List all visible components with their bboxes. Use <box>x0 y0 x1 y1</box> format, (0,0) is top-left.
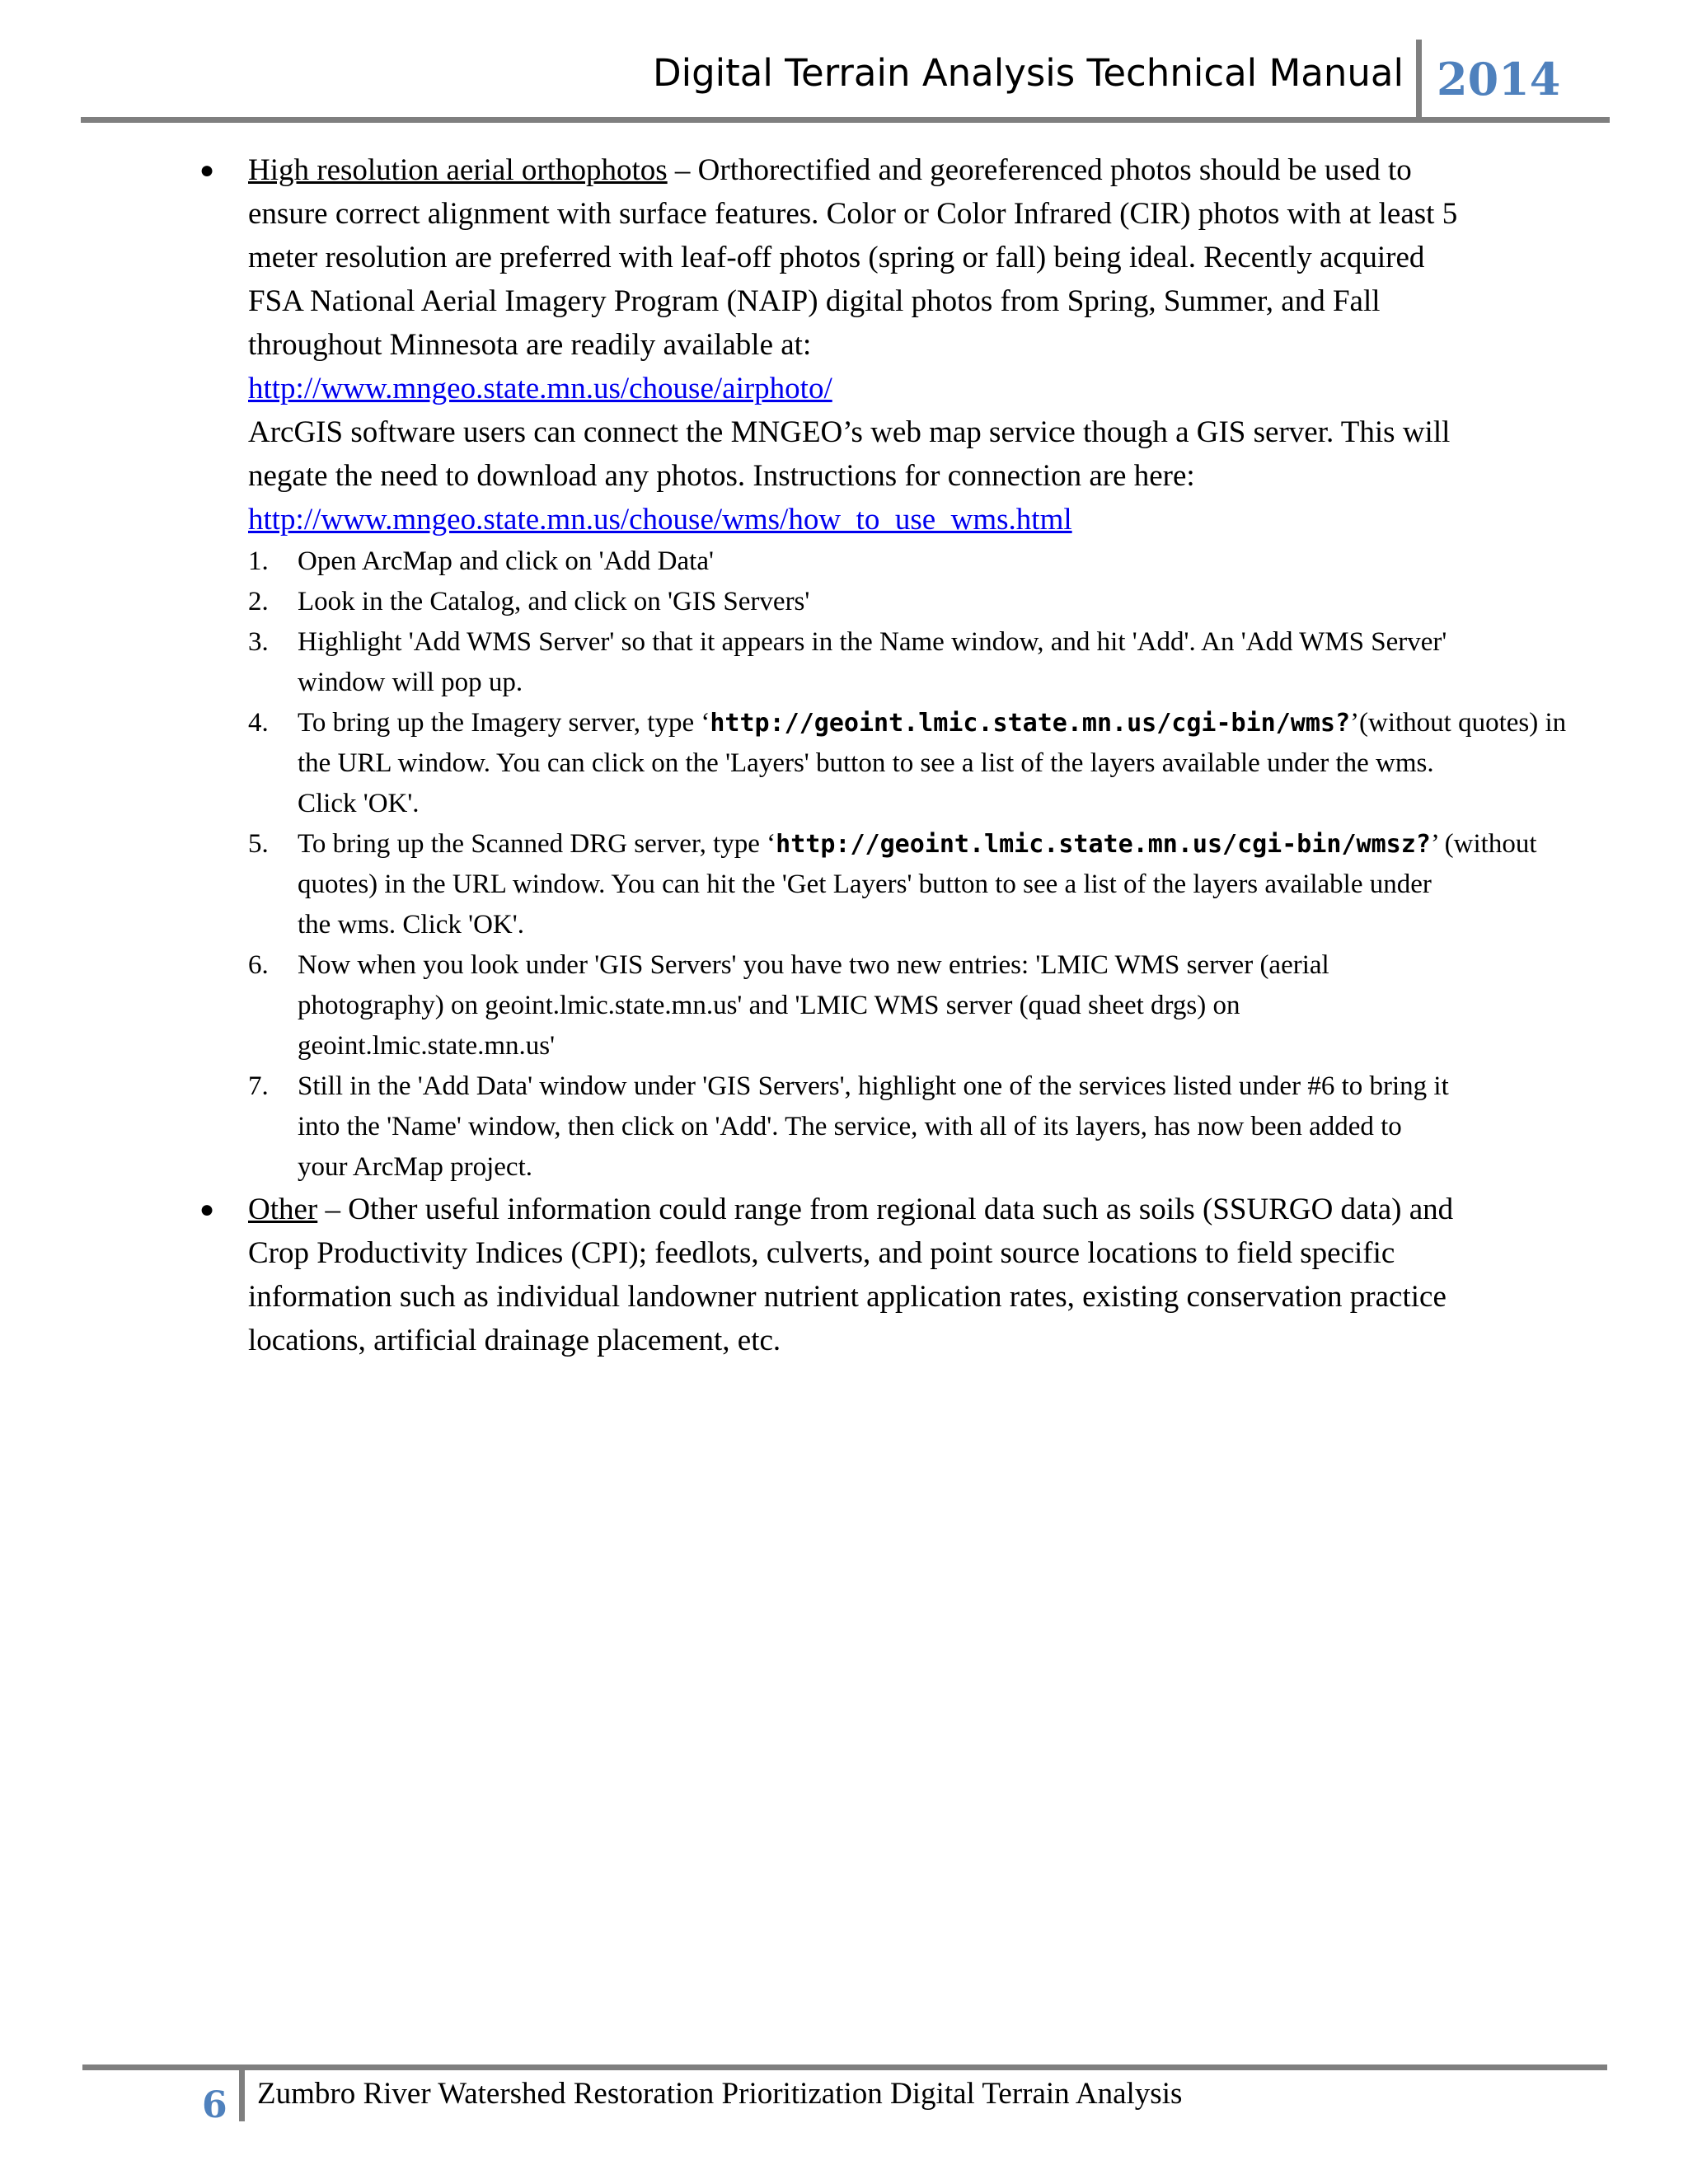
step-number: 4. <box>248 708 269 738</box>
bullet-icon: ● <box>199 157 215 184</box>
footer-text: Zumbro River Watershed Restoration Prioritization Digital Terrain Analysis <box>257 2077 1183 2111</box>
imagery-server-url: http://geoint.lmic.state.mn.us/cgi-bin/wms? <box>710 709 1351 738</box>
paragraph-line: ensure correct alignment with surface features. Color or Color Infrared (CIR) photos with at least 5 <box>248 197 1458 231</box>
bullet-heading: Other <box>248 1193 318 1226</box>
paragraph-line: negate the need to download any photos. Instructions for connection are here: <box>248 459 1195 493</box>
paragraph-line: meter resolution are preferred with leaf-off photos (spring or fall) being ideal. Recently acquired <box>248 241 1425 274</box>
list-item: 4. To bring up the Imagery server, type ‘http://geoint.lmic.state.mn.us/cgi-bin/wms?’(without quotes) in the URL window. You can click on the 'Layers' button to see a list of the layers available under the wms. Click 'OK'. <box>248 703 1596 824</box>
page-header <box>81 40 1610 122</box>
bullet-first-line: High resolution aerial orthophotos – Orthorectified and georeferenced photos should be used to <box>248 153 1412 187</box>
footer-divider <box>239 2070 245 2121</box>
list-item: 6. Now when you look under 'GIS Servers' you have two new entries: 'LMIC WMS server (aerial photography) on geoint.lmic.state.mn.us' and 'LMIC WMS server (quad sheet drgs) on geoint.lmic.state.mn.us' <box>248 945 1596 1066</box>
connection-steps-list <box>248 541 1596 1188</box>
bullet-aerial-orthophotos <box>195 148 1596 1188</box>
paragraph-line: ArcGIS software users can connect the MNGEO’s web map service though a GIS server. This will <box>248 415 1451 449</box>
wms-instructions-link[interactable]: http://www.mngeo.state.mn.us/chouse/wms/how_to_use_wms.html <box>248 503 1072 537</box>
paragraph-line: throughout Minnesota are readily available at: <box>248 328 812 362</box>
list-item: 3. Highlight 'Add WMS Server' so that it appears in the Name window, and hit 'Add'. An 'Add WMS Server' window will pop up. <box>248 622 1596 703</box>
paragraph-line: locations, artificial drainage placement, etc. <box>248 1324 781 1357</box>
header-divider <box>1416 40 1422 117</box>
list-item: 5. To bring up the Scanned DRG server, type ‘http://geoint.lmic.state.mn.us/cgi-bin/wmsz?’ (without quotes) in the URL window. You can hit the 'Get Layers' button to see a list of the layers available under the wms. Click 'OK'. <box>248 824 1596 945</box>
list-item: 1. Open ArcMap and click on 'Add Data' <box>248 541 1596 582</box>
bullet-first-line: Other – Other useful information could range from regional data such as soils (SSURGO data) and <box>248 1193 1454 1226</box>
step-number: 1. <box>248 546 269 576</box>
bullet-other <box>195 1188 1596 1362</box>
step-number: 7. <box>248 1071 269 1101</box>
header-year: 2014 <box>1437 53 1561 105</box>
paragraph-line: Crop Productivity Indices (CPI); feedlots, culverts, and point source locations to field specific <box>248 1236 1395 1270</box>
header-rule <box>81 117 1610 123</box>
paragraph-line: FSA National Aerial Imagery Program (NAIP) digital photos from Spring, Summer, and Fall <box>248 284 1381 318</box>
document-title: Digital Terrain Analysis Technical Manual <box>652 51 1404 95</box>
list-item: 2. Look in the Catalog, and click on 'GIS Servers' <box>248 582 1596 622</box>
page-number: 6 <box>202 2084 227 2126</box>
list-item: 7. Still in the 'Add Data' window under 'GIS Servers', highlight one of the services listed under #6 to bring it into the 'Name' window, then click on 'Add'. The service, with all of its layers, has now been added to your ArcMap project. <box>248 1066 1596 1188</box>
page-footer <box>82 2064 1607 2130</box>
footer-rule <box>82 2064 1607 2070</box>
step-number: 3. <box>248 627 269 657</box>
step-number: 5. <box>248 829 269 859</box>
paragraph-line: information such as individual landowner nutrient application rates, existing conservation practice <box>248 1280 1447 1314</box>
step-number: 2. <box>248 587 269 616</box>
airphoto-link[interactable]: http://www.mngeo.state.mn.us/chouse/airphoto/ <box>248 372 832 405</box>
bullet-icon: ● <box>199 1196 215 1223</box>
page-content <box>195 148 1596 1362</box>
step-number: 6. <box>248 950 269 980</box>
drg-server-url: http://geoint.lmic.state.mn.us/cgi-bin/wmsz? <box>776 830 1431 859</box>
bullet-heading: High resolution aerial orthophotos <box>248 153 668 187</box>
